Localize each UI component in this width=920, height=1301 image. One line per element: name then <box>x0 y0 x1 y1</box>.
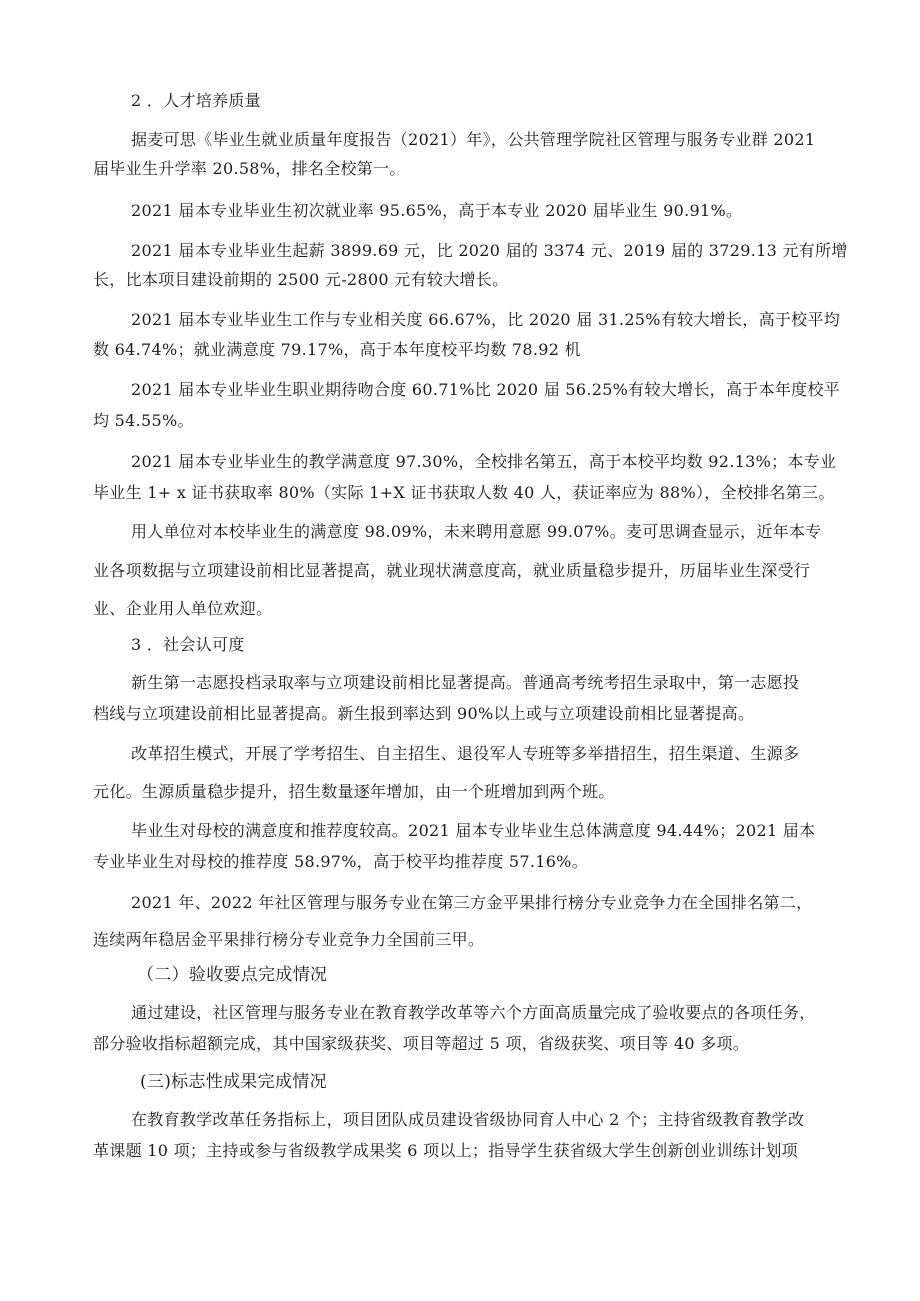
paragraph-line: 专业毕业生对母校的推荐度 58.97%，高于校平均推荐度 57.16%。 <box>93 852 588 871</box>
paragraph-line: 档线与立项建设前相比显著提高。新生报到率达到 90%以上或与立项建设前相比显著提高。 <box>93 704 755 723</box>
paragraph-line: 2021 届本专业毕业生的教学满意度 97.30%，全校排名第五，高于本校平均数 92.13%；本专业 <box>131 452 837 471</box>
paragraph-line: 2021 届本专业毕业生工作与专业相关度 66.67%，比 2020 届 31.25%有较大增长，高于校平均 <box>131 310 841 329</box>
section-heading-talent-quality: 2 ．人才培养质量 <box>131 91 261 110</box>
paragraph-line: 业各项数据与立项建设前相比显著提高，就业现状满意度高，就业质量稳步提升，历届毕业生深受行 <box>93 561 811 580</box>
paragraph-line: 数 64.74%；就业满意度 79.17%，高于本年度校平均数 78.92 机 <box>93 340 581 359</box>
paragraph-line: 毕业生 1+ x 证书获取率 80%（实际 1+X 证书获取人数 40 人，获证率应为 88%），全校排名第三。 <box>93 483 835 502</box>
paragraph-line: 2021 届本专业毕业生起薪 3899.69 元，比 2020 届的 3374 元、2019 届的 3729.13 元有所增 <box>131 241 848 260</box>
paragraph-line: 用人单位对本校毕业生的满意度 98.09%，未来聘用意愿 99.07%。麦可思调查显示，近年本专 <box>131 522 822 541</box>
paragraph-line: 革课题 10 项；主持或参与省级教学成果奖 6 项以上；指导学生获省级大学生创新创业训练计划项 <box>93 1141 798 1160</box>
paragraph-line: 长，比本项目建设前期的 2500 元-2800 元有较大增长。 <box>93 270 509 289</box>
subsection-heading-acceptance-points: （二）验收要点完成情况 <box>137 965 328 985</box>
paragraph-line: 改革招生模式，开展了学考招生、自主招生、退役军人专班等多举措招生，招生渠道、生源多 <box>131 744 800 763</box>
paragraph-line: 2021 年、2022 年社区管理与服务专业在第三方金平果排行榜分专业竞争力在全国排名第二， <box>131 893 813 912</box>
paragraph-line: 通过建设，社区管理与服务专业在教育教学改革等六个方面高质量完成了验收要点的各项任务， <box>131 1003 816 1022</box>
paragraph-line: 毕业生对母校的满意度和推荐度较高。2021 届本专业毕业生总体满意度 94.44%；2021 届本 <box>131 821 816 840</box>
subsection-heading-landmark-results: (三)标志性成果完成情况 <box>140 1072 327 1092</box>
paragraph-line: 均 54.55%。 <box>93 411 194 430</box>
section-heading-social-recognition: 3 ．社会认可度 <box>131 635 245 654</box>
paragraph-line: 业、企业用人单位欢迎。 <box>93 599 273 618</box>
paragraph-line: 部分验收指标超额完成，其中国家级获奖、项目等超过 5 项，省级获奖、项目等 40 多项。 <box>93 1034 750 1053</box>
paragraph-line: 据麦可思《毕业生就业质量年度报告（2021）年》，公共管理学院社区管理与服务专业群 2021 <box>131 130 816 149</box>
paragraph-line: 连续两年稳居金平果排行榜分专业竞争力全国前三甲。 <box>93 930 485 949</box>
paragraph-line: 新生第一志愿投档录取率与立项建设前相比显著提高。普通高考统考招生录取中，第一志愿投 <box>131 673 800 692</box>
paragraph-line: 届毕业生升学率 20.58%，排名全校第一。 <box>93 159 406 178</box>
paragraph-line: 在教育教学改革任务指标上，项目团队成员建设省级协同育人中心 2 个；主持省级教育教学改 <box>131 1110 805 1129</box>
paragraph-line: 2021 届本专业毕业生初次就业率 95.65%，高于本专业 2020 届毕业生 90.91%。 <box>131 201 743 220</box>
paragraph-line: 元化。生源质量稳步提升，招生数量逐年增加，由一个班增加到两个班。 <box>93 782 615 801</box>
paragraph-line: 2021 届本专业毕业生职业期待吻合度 60.71%比 2020 届 56.25%有较大增长，高于本年度校平 <box>131 380 841 399</box>
